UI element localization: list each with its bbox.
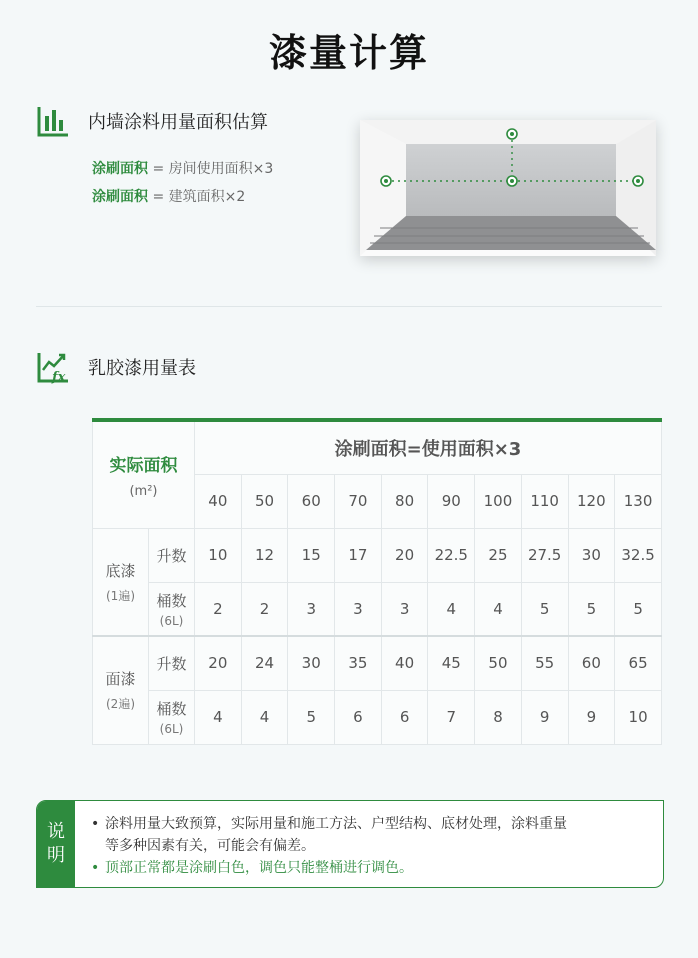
- value-cell: 5: [521, 582, 568, 636]
- value-cell: 3: [288, 582, 335, 636]
- value-cell: 25: [475, 528, 522, 582]
- section-divider: [36, 306, 662, 307]
- value-cell: 6: [335, 690, 382, 744]
- formula-room-area: 涂刷面积 = 房间使用面积×3: [92, 161, 274, 177]
- section-estimate-header: [36, 104, 268, 138]
- svg-text:fx: fx: [52, 370, 66, 384]
- value-cell: 27.5: [521, 528, 568, 582]
- value-cell: 12: [241, 528, 288, 582]
- area-header-cell: 40: [195, 474, 242, 528]
- coat-type-cell: 面漆 (2遍): [93, 636, 149, 744]
- value-cell: 45: [428, 636, 475, 690]
- area-header-cell: 110: [521, 474, 568, 528]
- value-cell: 2: [195, 582, 242, 636]
- area-header-cell: 80: [381, 474, 428, 528]
- chart-fx-icon: [36, 350, 70, 384]
- note-tab: 说 明: [37, 801, 75, 887]
- value-cell: 65: [615, 636, 662, 690]
- formula-header: 涂刷面积=使用面积×3: [195, 420, 662, 474]
- note-line-1-cont: 等多种因素有关，可能会有偏差。: [105, 838, 315, 854]
- table-corner-header: 实际面积 (m²): [93, 420, 195, 528]
- area-header-cell: 90: [428, 474, 475, 528]
- formula-building-area: 涂刷面积 = 建筑面积×2: [92, 189, 246, 205]
- value-cell: 40: [381, 636, 428, 690]
- value-cell: 10: [195, 528, 242, 582]
- note-line-2: • 顶部正常都是涂刷白色，调色只能整桶进行调色。: [91, 860, 413, 876]
- value-cell: 9: [521, 690, 568, 744]
- table-row: [93, 690, 662, 744]
- coat-type-cell: 底漆 (1遍): [93, 528, 149, 636]
- measure-label-cell: 桶数 (6L): [149, 582, 195, 636]
- value-cell: 4: [241, 690, 288, 744]
- value-cell: 8: [475, 690, 522, 744]
- note-line-1: • 涂料用量大致预算，实际用量和施工方法、户型结构、底材处理，涂料重量: [91, 816, 567, 832]
- value-cell: 50: [475, 636, 522, 690]
- value-cell: 30: [288, 636, 335, 690]
- value-cell: 20: [381, 528, 428, 582]
- value-cell: 30: [568, 528, 615, 582]
- value-cell: 15: [288, 528, 335, 582]
- bar-chart-icon: [36, 104, 70, 138]
- area-header-cell: 100: [475, 474, 522, 528]
- value-cell: 3: [335, 582, 382, 636]
- value-cell: 55: [521, 636, 568, 690]
- value-cell: 2: [241, 582, 288, 636]
- measure-label-cell: 升数: [149, 528, 195, 582]
- measure-label-cell: 桶数 (6L): [149, 690, 195, 744]
- value-cell: 5: [568, 582, 615, 636]
- page-title: 漆量计算: [268, 31, 429, 75]
- value-cell: 7: [428, 690, 475, 744]
- value-cell: 35: [335, 636, 382, 690]
- section-table-header: [36, 350, 196, 384]
- value-cell: 60: [568, 636, 615, 690]
- area-header-cell: 60: [288, 474, 335, 528]
- value-cell: 4: [428, 582, 475, 636]
- table-row: [93, 528, 662, 582]
- area-header-cell: 70: [335, 474, 382, 528]
- value-cell: 20: [195, 636, 242, 690]
- value-cell: 17: [335, 528, 382, 582]
- area-header-cell: 130: [615, 474, 662, 528]
- value-cell: 9: [568, 690, 615, 744]
- value-cell: 3: [381, 582, 428, 636]
- area-header-cell: 120: [568, 474, 615, 528]
- value-cell: 5: [288, 690, 335, 744]
- value-cell: 22.5: [428, 528, 475, 582]
- table-row: [93, 582, 662, 636]
- value-cell: 4: [475, 582, 522, 636]
- section-estimate-title: 内墙涂料用量面积估算: [88, 112, 268, 133]
- table-row: [93, 636, 662, 690]
- section-table-title: 乳胶漆用量表: [88, 358, 196, 379]
- measure-label-cell: 升数: [149, 636, 195, 690]
- value-cell: 6: [381, 690, 428, 744]
- room-illustration: [360, 120, 656, 256]
- value-cell: 10: [615, 690, 662, 744]
- value-cell: 24: [241, 636, 288, 690]
- paint-usage-table: [92, 418, 662, 745]
- value-cell: 32.5: [615, 528, 662, 582]
- area-header-cell: 50: [241, 474, 288, 528]
- value-cell: 5: [615, 582, 662, 636]
- value-cell: 4: [195, 690, 242, 744]
- note-box: [36, 800, 664, 888]
